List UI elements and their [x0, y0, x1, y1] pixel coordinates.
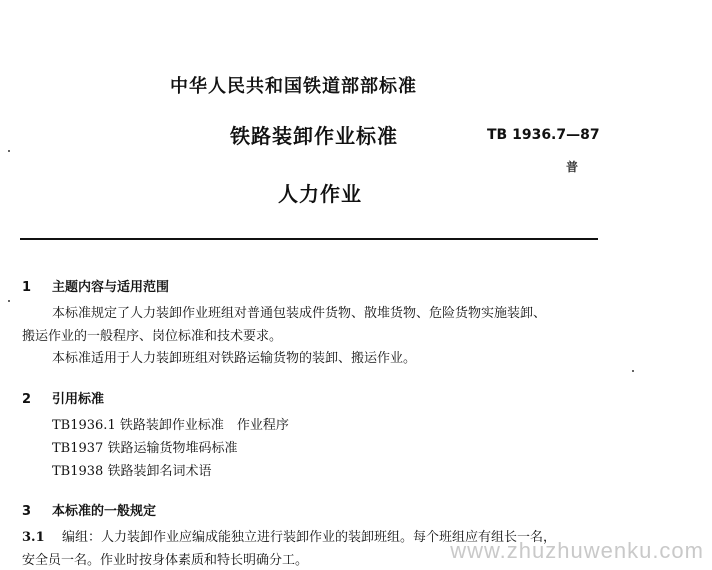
issuer-heading: 中华人民共和国铁道部部标准: [170, 76, 417, 97]
section-3-heading: [22, 500, 156, 519]
clause-3-1-number: 3.1: [22, 530, 45, 545]
section-1-para1-line2: 搬运作业的一般程序、岗位标准和技术要求。: [22, 329, 283, 344]
standard-title: 铁路装卸作业标准: [230, 124, 398, 148]
section-3-title: 本标准的一般规定: [52, 504, 157, 519]
scan-speck: [8, 150, 10, 152]
reference-item: TB1938 铁路装卸名词术语: [52, 464, 212, 479]
section-3-number: 3: [22, 504, 32, 519]
section-1-number: 1: [22, 280, 32, 295]
section-2-number: 2: [22, 392, 32, 407]
section-2-title: 引用标准: [52, 392, 105, 407]
section-1-para2: 本标准适用于人力装卸班组对铁路运输货物的装卸、搬运作业。: [52, 351, 417, 366]
scan-speck: [632, 370, 634, 372]
classification-mark: 普: [566, 160, 579, 174]
scan-speck: [8, 300, 10, 302]
section-1-para1-line1: 本标准规定了人力装卸作业班组对普通包装成件货物、散堆货物、危险货物实施装卸、: [52, 306, 547, 321]
clause-3-1-text: 编组：人力装卸作业应编成能独立进行装卸作业的装卸班组。每个班组应有组长一名，: [62, 530, 557, 545]
reference-item: TB1936.1 铁路装卸作业标准 作业程序: [52, 418, 289, 433]
reference-item: TB1937 铁路运输货物堆码标准: [52, 441, 238, 456]
standard-code: TB 1936.7—87: [487, 127, 600, 143]
section-1-heading: [22, 276, 169, 295]
standard-subtitle: 人力作业: [278, 182, 362, 206]
section-1-title: 主题内容与适用范围: [52, 280, 170, 295]
site-watermark: www.zhuzhuwenku.com: [450, 538, 704, 563]
header-divider: [20, 238, 598, 240]
section-2-heading: [22, 388, 104, 407]
clause-3-1-line2: 安全员一名。作业时按身体素质和特长明确分工。: [22, 553, 309, 568]
